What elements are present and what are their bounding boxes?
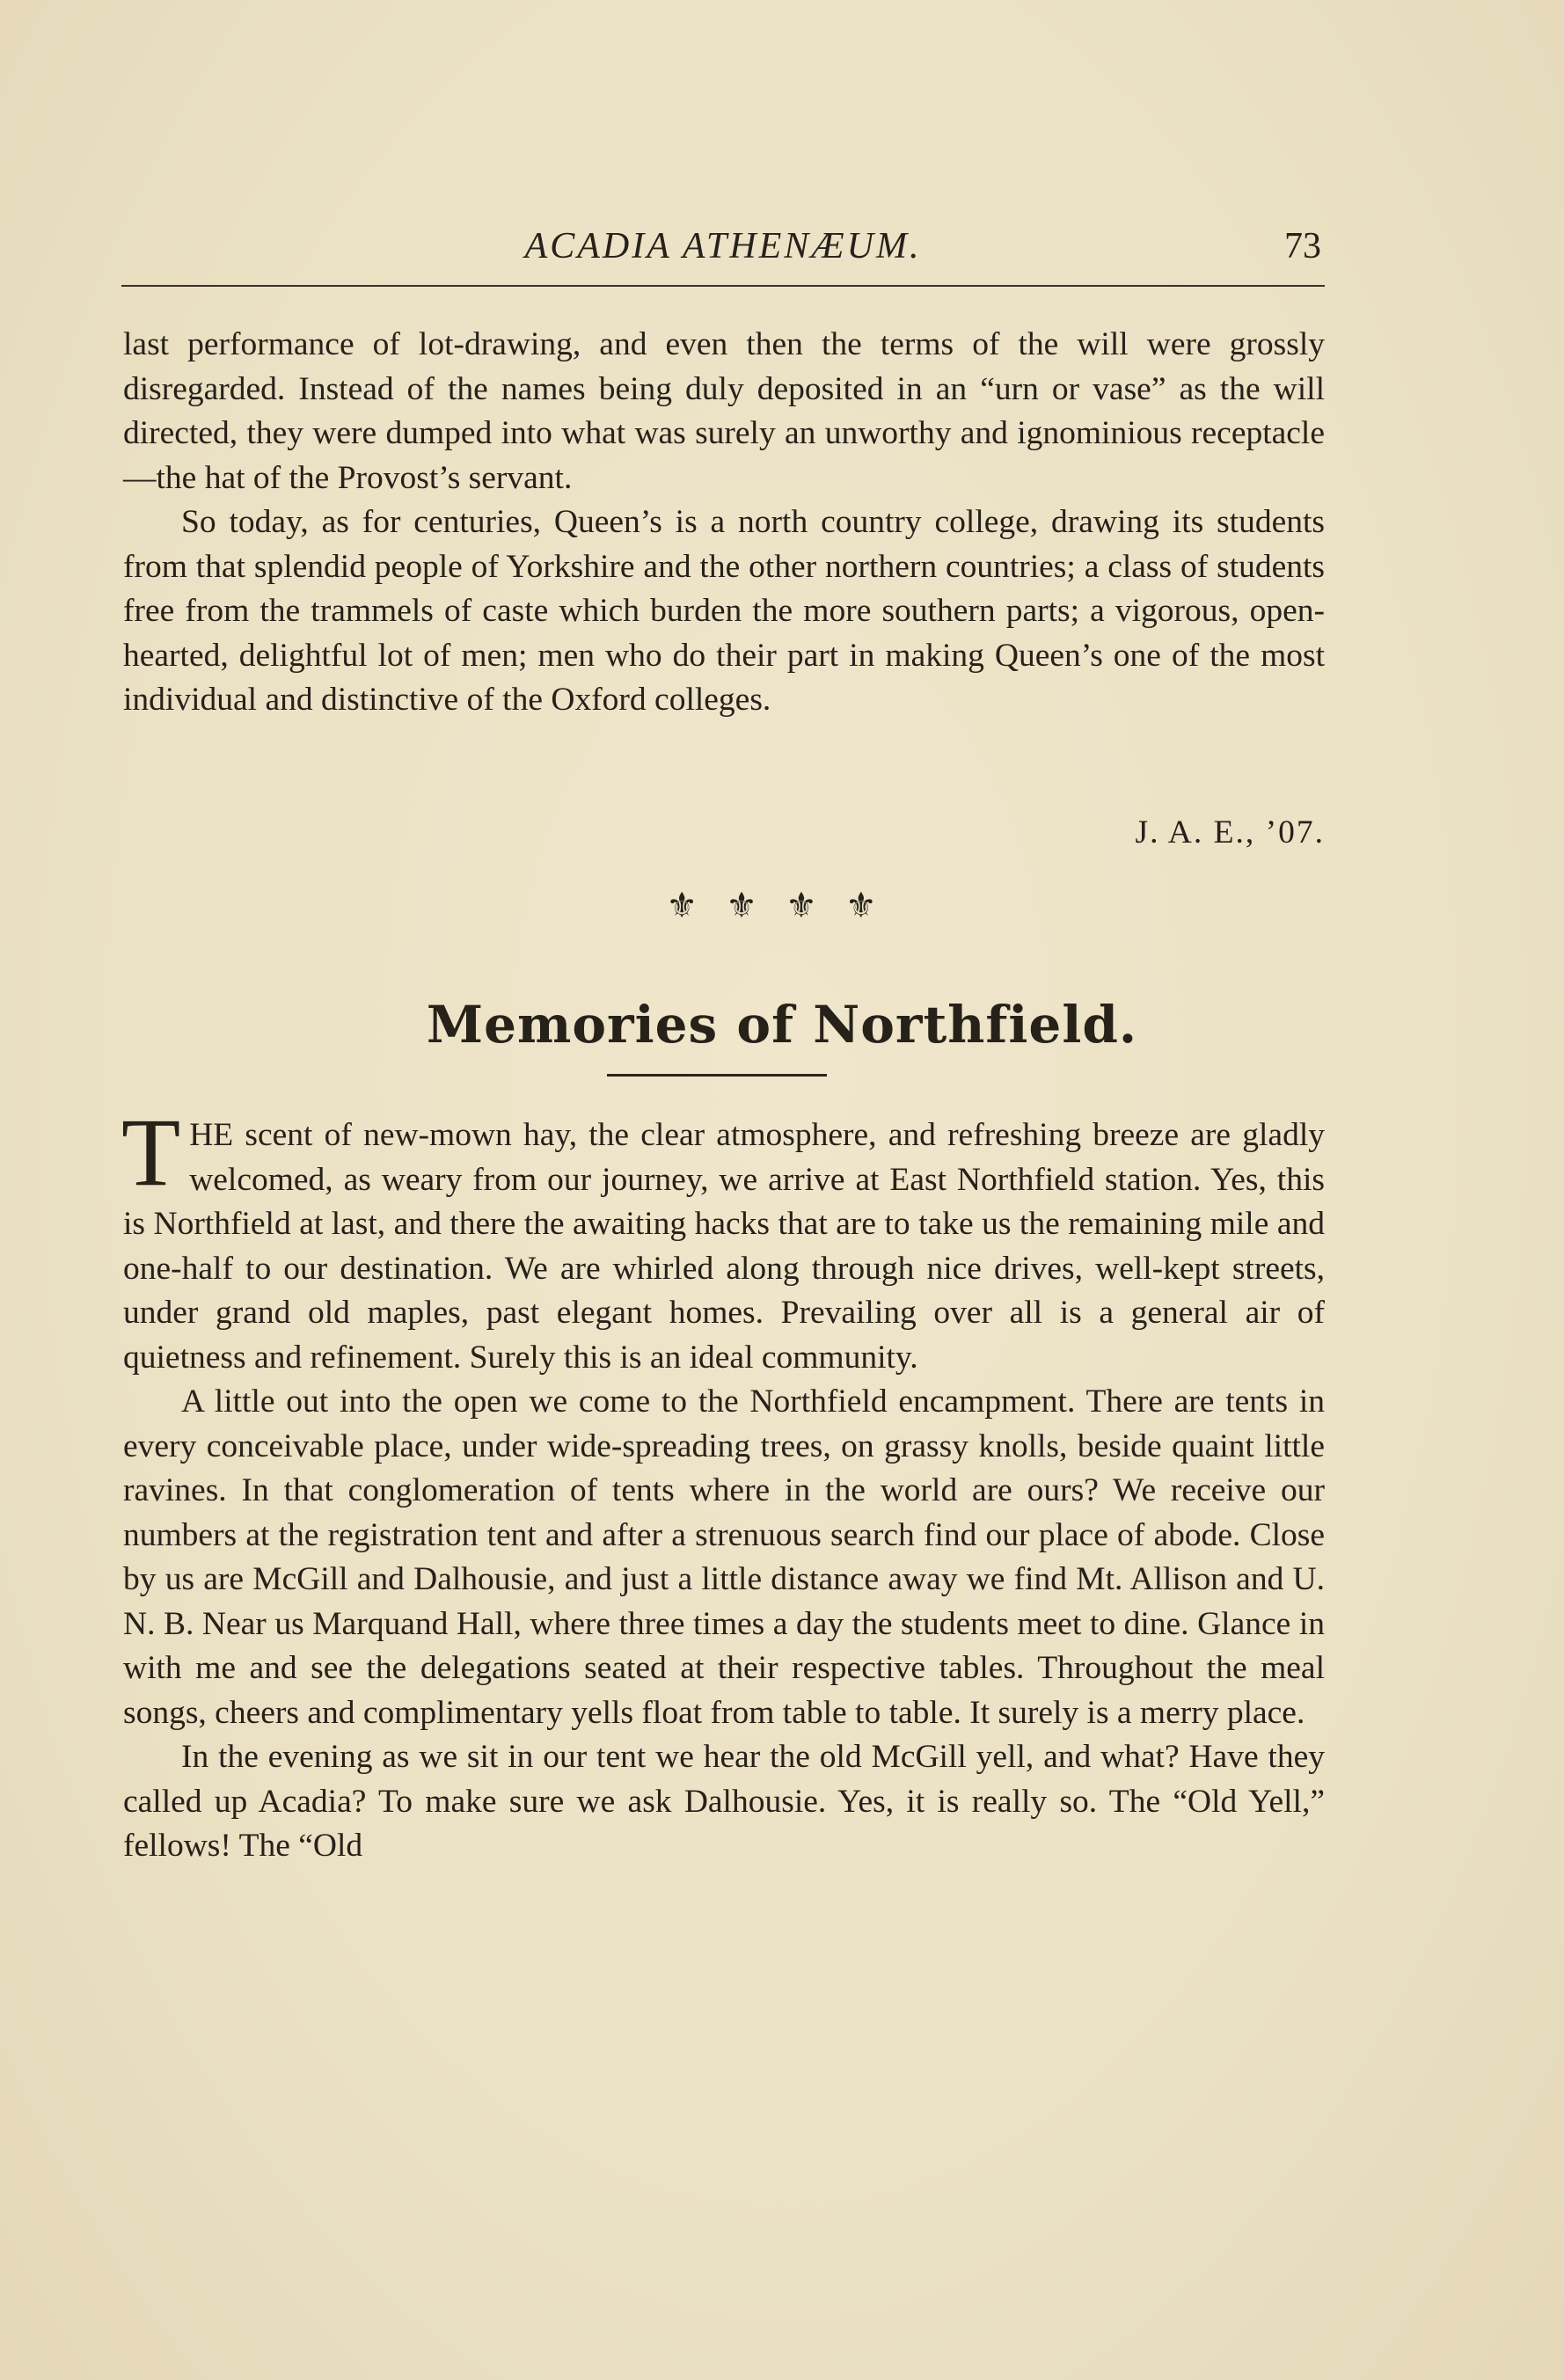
article-title: Memories of Northfield. <box>426 995 1138 1055</box>
opening-paragraph <box>121 1099 1325 1380</box>
article-continuation <box>123 323 1325 723</box>
paragraph: So today, as for centuries, Queen’s is a north country college, drawing its students from that splendid people of Yorkshire and the other northern countries; a class of students free from the trammels of caste which burden the more southern parts; a vigorous, open-hearted, delightful lot of men; men who do their part in making Queen’s one of the most individual and distinctive of the Oxford colleges. <box>123 504 1325 718</box>
header-rule <box>121 285 1325 287</box>
paragraph: last performance of lot-drawing, and even then the terms of the will were grossly disregarded. Instead of the names being duly deposited in an “urn or vase” as the will directed, they were dumped into what was surely an unworthy and ignominious receptacle—the hat of the Provost’s servant. <box>123 326 1325 496</box>
section-ornaments <box>0 880 1564 932</box>
article-body <box>121 1099 1325 1869</box>
running-title: ACADIA ATHENÆUM. <box>524 226 922 266</box>
page-number: 73 <box>1284 226 1321 266</box>
page-header <box>121 220 1325 290</box>
author-signature: J. A. E., ’07. <box>1135 814 1325 851</box>
paragraph: In the evening as we sit in our tent we hear the old McGill yell, and what? Have they called up Acadia? To make sure we ask Dalhousie. Yes, it is really so. The “Old Yell,” fellows! The “Old <box>123 1739 1325 1864</box>
fleur-de-lis-icon: ⚜ <box>786 886 838 925</box>
title-rule <box>607 1074 827 1077</box>
paragraph: A little out into the open we come to the Northfield encampment. There are tents in every conceivable place, under wide-spreading trees, on grassy knolls, beside quaint little ravines. In that conglomeration of tents where in the world are ours? We receive our numbers at the registration tent and after a strenuous search find our place of abode. Close by us are McGill and Dalhousie, and just a little distance away we find Mt. Allison and U. N. B. Near us Marquand Hall, where three times a day the students meet to dine. Glance in with me and see the delegations seated at their respective tables. Throughout the meal songs, cheers and complimentary yells float from table to table. It surely is a merry place. <box>123 1383 1325 1731</box>
fleur-de-lis-icon: ⚜ <box>666 886 720 925</box>
fleur-de-lis-icon: ⚜ <box>844 886 898 925</box>
drop-cap: T <box>121 1099 181 1206</box>
fleur-de-lis-icon: ⚜ <box>726 886 778 925</box>
paragraph-text: HE scent of new-mown hay, the clear atmosphere, and refreshing breeze are gladly welcomed, as weary from our journey, we arrive at East Northfield station. Yes, this is Northfield at last, and there the awaiting hacks that are to take us the remaining mile and one-half to our destination. We are whirled along through nice drives, well-kept streets, under grand old maples, past elegant homes. Prevailing over all is a general air of quietness and refinement. Surely this is an ideal community. <box>123 1117 1325 1376</box>
